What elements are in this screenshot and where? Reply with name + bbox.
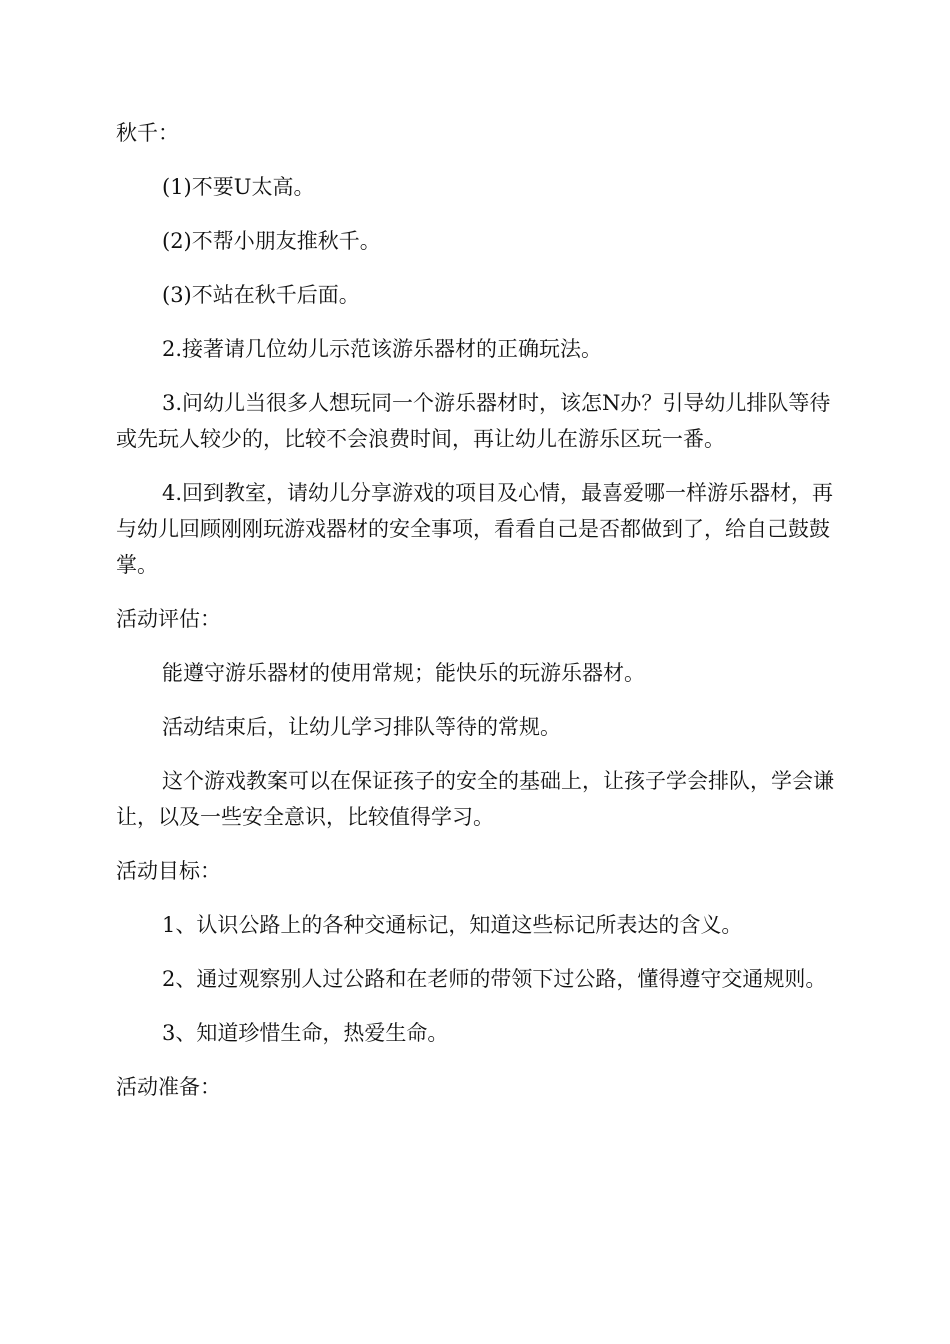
rule-item-1: (1)不要U太高。 bbox=[162, 175, 315, 199]
rule-item-2: (2)不帮小朋友推秋千。 bbox=[162, 229, 381, 253]
section-heading-goals: 活动目标： bbox=[116, 859, 221, 883]
step-paragraph-2: 2.接著请几位幼儿示范该游乐器材的正确玩法。 bbox=[162, 337, 603, 361]
goal-item-3: 3、知道珍惜生命，热爱生命。 bbox=[162, 1021, 449, 1045]
section-heading-swing: 秋千： bbox=[116, 121, 179, 145]
evaluation-paragraph-3: 这个游戏教案可以在保证孩子的安全的基础上，让孩子学会排队，学会谦让，以及一些安全意识，比较值得学习。 bbox=[116, 769, 834, 829]
section-heading-evaluation: 活动评估： bbox=[116, 607, 221, 631]
goal-item-2: 2、通过观察别人过公路和在老师的带领下过公路，懂得遵守交通规则。 bbox=[162, 967, 827, 991]
rule-item-3: (3)不站在秋千后面。 bbox=[162, 283, 360, 307]
step-paragraph-3: 3.问幼儿当很多人想玩同一个游乐器材时，该怎N办？引导幼儿排队等待或先玩人较少的，比较不会浪费时间，再让幼儿在游乐区玩一番。 bbox=[116, 391, 831, 451]
evaluation-paragraph-2: 活动结束后，让幼儿学习排队等待的常规。 bbox=[162, 715, 561, 739]
goal-item-1: 1、认识公路上的各种交通标记，知道这些标记所表达的含义。 bbox=[162, 913, 743, 937]
document-body bbox=[116, 115, 834, 1123]
evaluation-paragraph-1: 能遵守游乐器材的使用常规；能快乐的玩游乐器材。 bbox=[162, 661, 645, 685]
step-paragraph-4: 4.回到教室，请幼儿分享游戏的项目及心情，最喜爱哪一样游乐器材，再与幼儿回顾刚刚玩游戏器材的安全事项，看看自己是否都做到了，给自己鼓鼓掌。 bbox=[116, 481, 834, 577]
section-heading-preparation: 活动准备： bbox=[116, 1075, 221, 1099]
